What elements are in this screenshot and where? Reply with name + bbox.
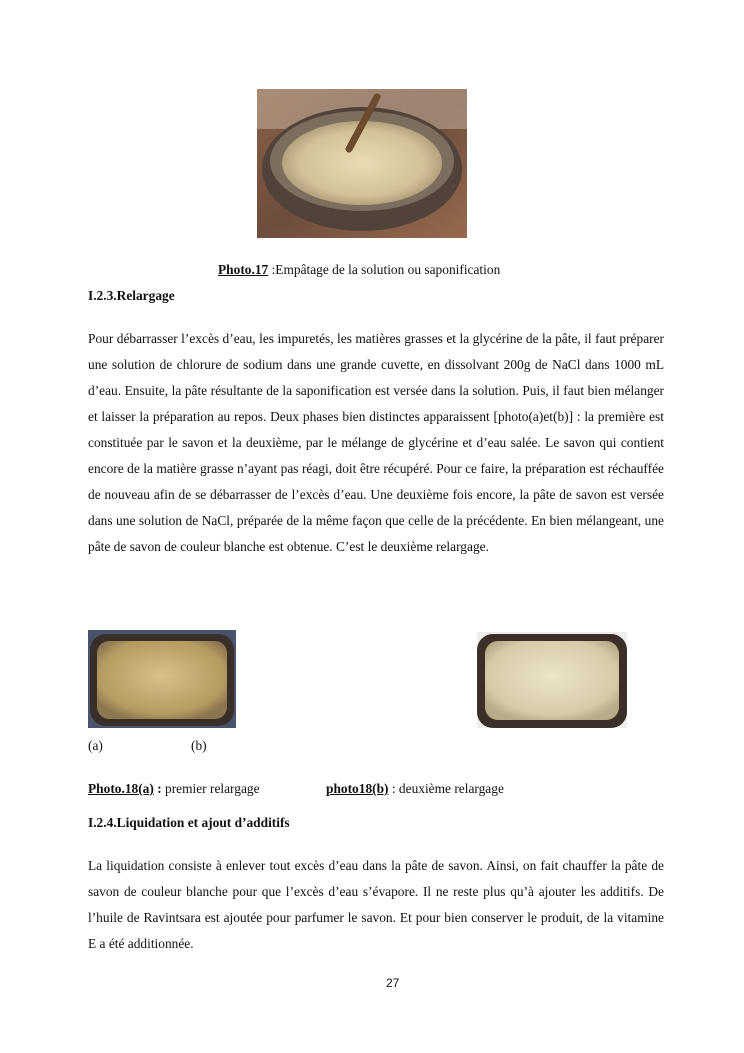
- relargage-paragraph: Pour débarrasser l’excès d’eau, les impuretés, les matières grasses et la glycérine de la pâte, il faut préparer une solution de chlorure de sodium dans une grande cuvette, en dissolvant 200g de NaCl dans 1000 mL d’eau. Ensuite, la pâte résultante de la saponification est versée dans la solution. Puis, il faut bien mélanger et laisser la préparation au repos. Deux phases bien distinctes apparaissent [photo(a)et(b)] : la première est constituée par le savon et la deuxième, par le mélange de glycérine et d’eau salée. Le savon qui contient encore de la matière grasse n’ayant pas réagi, doit être récupéré. Pour ce faire, la préparation est réchauffée de nouveau afin de se débarrasser de l’excès d’eau. Une deuxième fois encore, la pâte de savon est versée dans une solution de NaCl, préparée de la même façon que celle de la précédente. En bien mélangeant, une pâte de savon de couleur blanche est obtenue. C’est le deuxième relargage.: [88, 331, 664, 554]
- section-heading-relargage: I.2.3.Relargage: [88, 288, 175, 303]
- photo-18b-label: photo18(b): [326, 781, 389, 796]
- photo-17-caption-text: :Empâtage de la solution ou saponification: [268, 262, 501, 277]
- photo-18a-separator: :: [153, 781, 165, 796]
- liquidation-paragraph: La liquidation consiste à enlever tout excès d’eau dans la pâte de savon. Ainsi, on fait chauffer la pâte de savon de couleur blanche pour que l’excès d’eau s’évapore. Il ne reste plus qu’à ajouter les additifs. De l’huile de Ravintsara est ajoutée pour parfumer le savon. Et pour bien conserver le produit, de la vitamine E a été additionnée.: [88, 858, 664, 951]
- photo-18b-caption-text: : deuxième relargage: [388, 781, 504, 796]
- photo-18a-image: [88, 630, 236, 728]
- photo-18a-sublabel: (a): [88, 738, 103, 753]
- page-number: 27: [386, 976, 400, 990]
- photo-18b-sublabel: (b): [191, 738, 207, 753]
- photo-17-caption: [218, 262, 500, 278]
- photo-17-label: Photo.17: [218, 262, 269, 277]
- photo-18a-label: Photo.18(a): [88, 781, 154, 796]
- photo-18b-caption: [326, 781, 504, 797]
- photo-18b-image: [477, 632, 627, 728]
- photo-18a-caption-text: premier relargage: [165, 781, 260, 796]
- photo-17-image: [257, 89, 467, 238]
- section-heading-liquidation: I.2.4.Liquidation et ajout d’additifs: [88, 815, 290, 830]
- photo-18a-caption: [88, 781, 260, 797]
